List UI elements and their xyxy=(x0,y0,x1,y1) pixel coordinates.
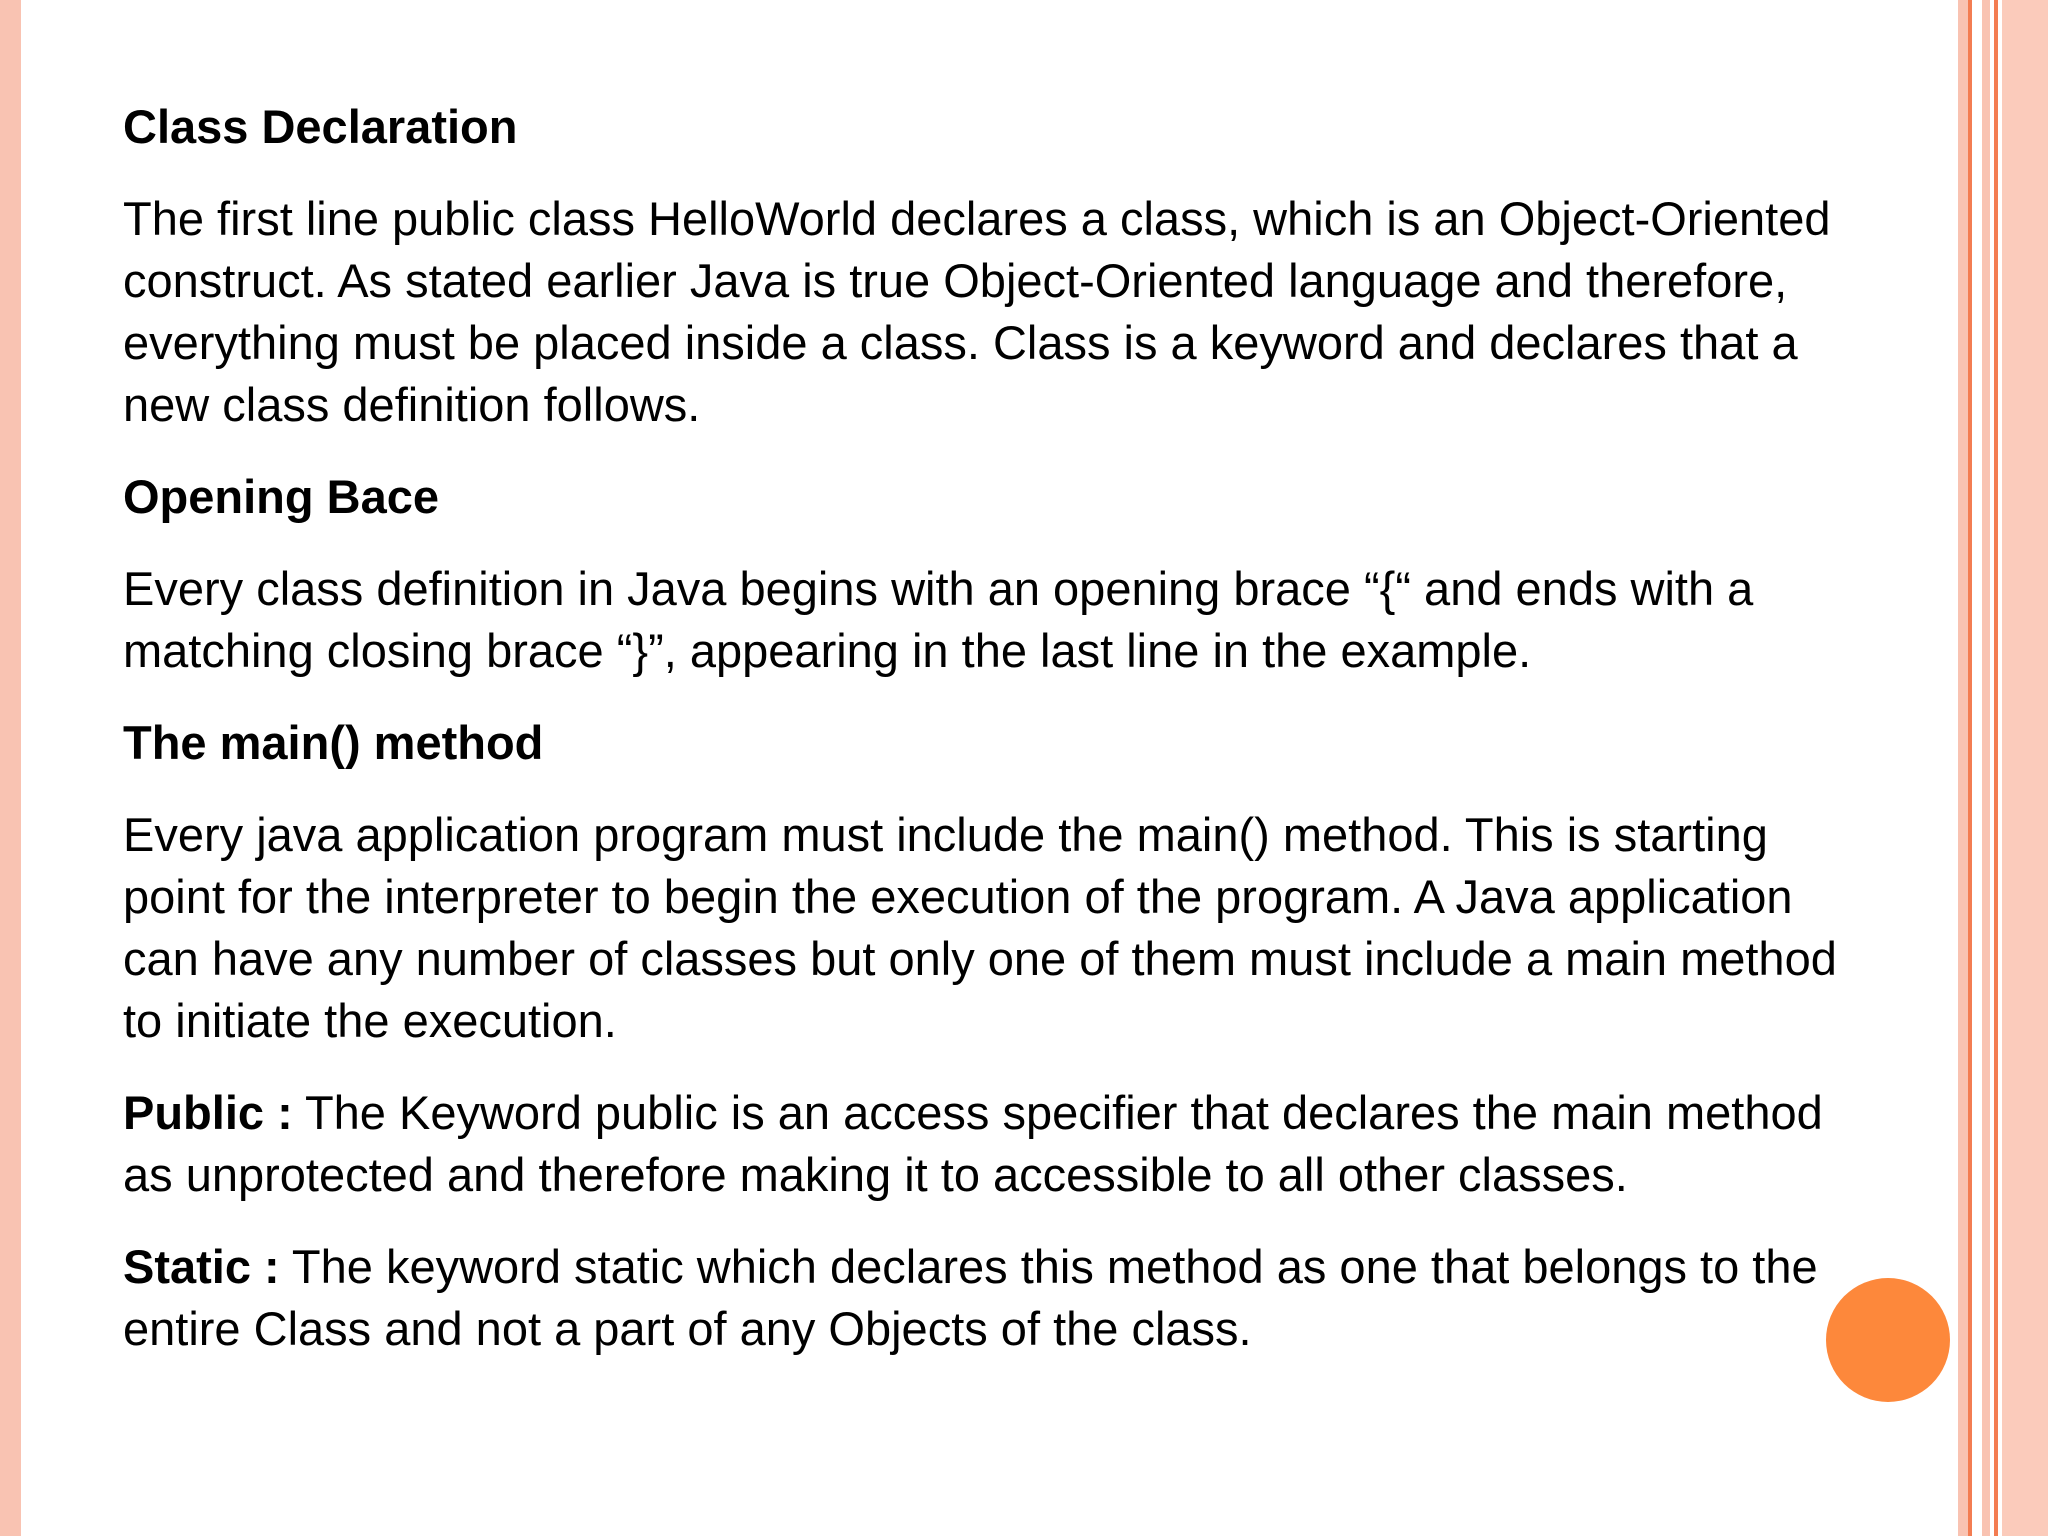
right-border-line xyxy=(1994,0,1998,1536)
term-static: Static : xyxy=(123,1240,280,1293)
paragraph-opening-brace xyxy=(123,558,1983,682)
text-line: to initiate the execution. xyxy=(123,994,617,1047)
definition-text: The keyword static which declares this method as one that belongs to the xyxy=(279,1240,1818,1293)
paragraph-main-method xyxy=(123,804,1983,1052)
section-heading-class-declaration: Class Declaration xyxy=(123,100,518,153)
section-heading-main-method: The main() method xyxy=(123,716,544,769)
text-line: new class definition follows. xyxy=(123,378,701,431)
definition-public xyxy=(123,1082,1983,1206)
text-line: can have any number of classes but only one of them must include a main method xyxy=(123,932,1837,985)
text-line: everything must be placed inside a class. Class is a keyword and declares that a xyxy=(123,316,1798,369)
term-public: Public : xyxy=(123,1086,293,1139)
text-line: matching closing brace “}”, appearing in the last line in the example. xyxy=(123,624,1532,677)
definition-text: The Keyword public is an access specifier that declares the main method xyxy=(292,1086,1823,1139)
text-line: as unprotected and therefore making it to accessible to all other classes. xyxy=(123,1148,1628,1201)
right-border-band xyxy=(2002,0,2048,1536)
slide-content xyxy=(123,96,1983,1390)
right-border-stripe xyxy=(1982,0,1990,1536)
decorative-circle xyxy=(1826,1278,1950,1402)
left-accent-bar xyxy=(0,0,21,1536)
text-line: point for the interpreter to begin the execution of the program. A Java application xyxy=(123,870,1793,923)
section-heading-opening-brace: Opening Bace xyxy=(123,470,440,523)
definition-static xyxy=(123,1236,1983,1360)
text-line xyxy=(123,1236,1983,1298)
text-line: entire Class and not a part of any Objects of the class. xyxy=(123,1302,1252,1355)
text-line: The first line public class HelloWorld declares a class, which is an Object-Oriented xyxy=(123,192,1831,245)
text-line: Every class definition in Java begins with an opening brace “{“ and ends with a xyxy=(123,562,1754,615)
text-line: Every java application program must include the main() method. This is starting xyxy=(123,808,1768,861)
text-line xyxy=(123,1082,1983,1144)
text-line: construct. As stated earlier Java is true Object-Oriented language and therefore, xyxy=(123,254,1788,307)
paragraph-class-declaration xyxy=(123,188,1983,436)
